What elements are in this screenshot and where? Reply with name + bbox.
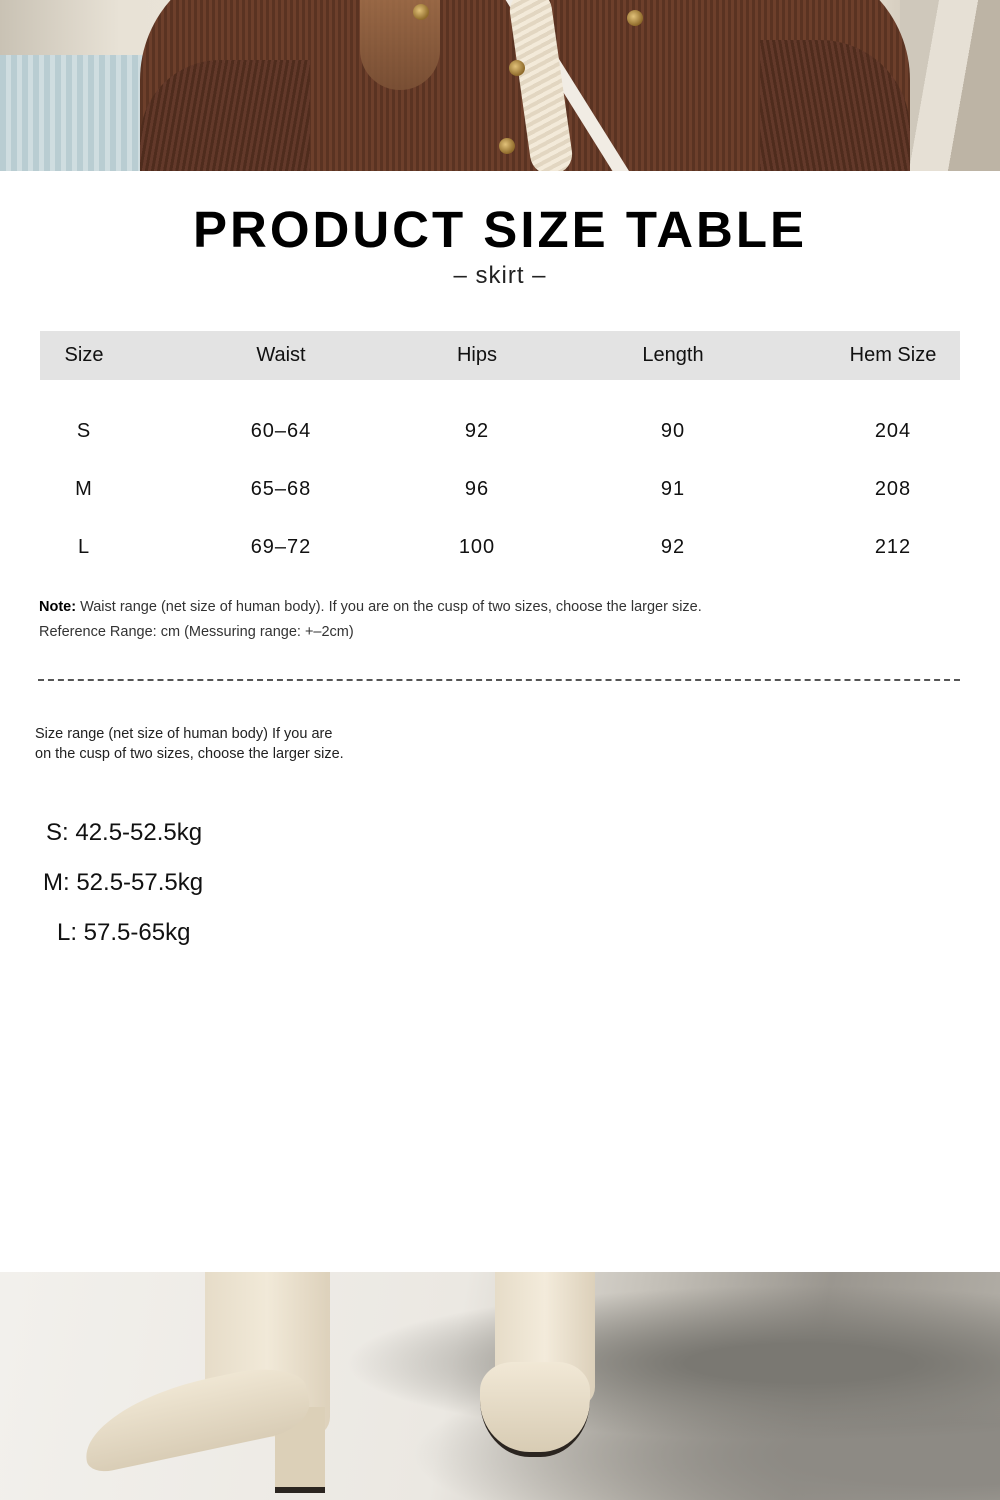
column-header-waist: Waist (128, 331, 434, 380)
column-header-hem-size: Hem Size (826, 331, 960, 380)
page-title: PRODUCT SIZE TABLE (192, 201, 808, 258)
table-row (40, 518, 960, 576)
right-boot-foot (480, 1362, 590, 1457)
cell-hem-size: 204 (874, 419, 912, 442)
reference-range: Reference Range: cm (Messuring range: +–2cm) (39, 624, 354, 640)
jacket-button (413, 4, 429, 20)
spacer-cell (40, 380, 960, 402)
cell-waist: 69–72 (250, 535, 312, 558)
column-header-length: Length (520, 331, 826, 380)
cell-hem-size: 208 (874, 477, 912, 500)
cell-length: 91 (660, 477, 686, 500)
table-row (40, 460, 960, 518)
size-range-line: on the cusp of two sizes, choose the larger size. (35, 746, 344, 762)
cell-hips: 100 (458, 535, 496, 558)
cell-size: S (76, 419, 92, 442)
cell-hips: 96 (464, 477, 490, 500)
cell-hem-size: 212 (874, 535, 912, 558)
cell-length: 92 (660, 535, 686, 558)
tree-background (900, 0, 1000, 171)
cell-waist: 65–68 (250, 477, 312, 500)
table-spacer (40, 380, 960, 402)
bottom-product-photo (0, 1272, 1000, 1500)
table-header-row (40, 331, 960, 380)
size-table (40, 331, 960, 576)
cell-length: 90 (660, 419, 686, 442)
dashed-divider (38, 679, 960, 681)
cell-size: M (75, 477, 93, 500)
weight-s: S: 42.5-52.5kg (46, 819, 203, 846)
jacket-button (509, 60, 525, 76)
cell-size: L (77, 535, 91, 558)
weight-m: M: 52.5-57.5kg (43, 869, 204, 896)
column-header-hips: Hips (434, 331, 520, 380)
page-subtitle: – skirt – (453, 262, 547, 289)
note-text: Waist range (net size of human body). If you are on the cusp of two sizes, choose the larger size. (76, 599, 702, 615)
column-header-size: Size (40, 331, 128, 380)
top-product-photo (0, 0, 1000, 171)
cell-hips: 92 (464, 419, 490, 442)
weight-l: L: 57.5-65kg (57, 919, 191, 946)
note-line (39, 595, 702, 620)
jacket-button (499, 138, 515, 154)
size-note (39, 595, 702, 645)
note-label: Note: (39, 599, 77, 615)
size-range-line: Size range (net size of human body) If you are (35, 726, 333, 742)
jacket-button (627, 10, 643, 26)
cell-waist: 60–64 (250, 419, 312, 442)
size-range-text (35, 724, 375, 764)
table-row (40, 402, 960, 460)
